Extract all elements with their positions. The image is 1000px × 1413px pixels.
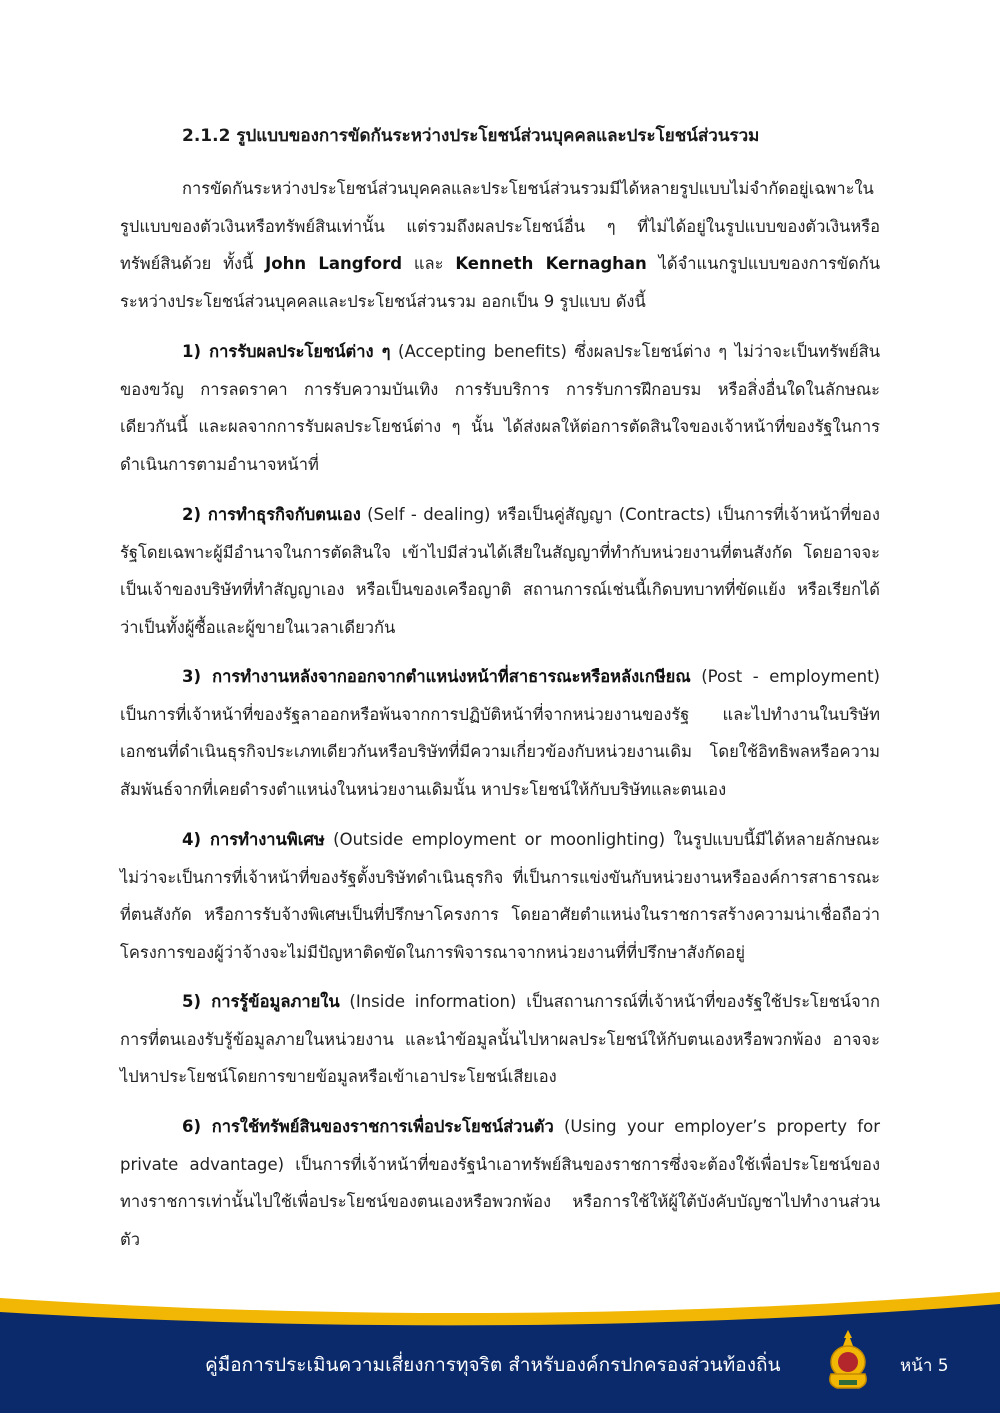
- author-name-2: Kenneth Kernaghan: [455, 254, 647, 273]
- item-body: (Self - dealing) หรือเป็นคู่สัญญา (Contracts) เป็นการที่เจ้าหน้าที่ของรัฐโดยเฉพาะผู้มีอำนาจในการตัดสินใจ เข้าไปมีส่วนได้เสียในสัญญาที่ทำกับหน่วยงานที่ตนสังกัด โดยอาจจะเป็นเจ้าของบริษัทที่ทำสัญญาเอง หรือเป็นของเครือญาติ สถานการณ์เช่นนี้เกิดบทบาทที่ขัดแย้ง หรือเรียกได้ว่าเป็นทั้งผู้ซื้อและผู้ขายในเวลาเดียวกัน: [120, 505, 880, 637]
- item-body: (Accepting benefits) ซึ่งผลประโยชน์ต่าง ๆ ไม่ว่าจะเป็นทรัพย์สินของขวัญ การลดราคา การรับความบันเทิง การรับบริการ การรับการฝึกอบรม หรือสิ่งอื่นใดในลักษณะเดียวกันนี้ และผลจากการรับผลประโยชน์ต่าง ๆ นั้น ได้ส่งผลให้ต่อการตัดสินใจของเจ้าหน้าที่ของรัฐในการดำเนินการตามอำนาจหน้าที่: [120, 342, 880, 474]
- item-body: (Inside information) เป็นสถานการณ์ที่เจ้าหน้าที่ของรัฐใช้ประโยชน์จากการที่ตนเองรับรู้ข้อมูลภายในหน่วยงาน และนำข้อมูลนั้นไปหาผลประโยชน์ให้กับตนเองหรือพวกพ้อง อาจจะไปหาประโยชน์โดยการขายข้อมูลหรือเข้าเอาประโยชน์เสียเอง: [120, 992, 880, 1086]
- intro-text-b: และ: [402, 254, 456, 273]
- list-item: [120, 1108, 880, 1258]
- list-item: [120, 983, 880, 1096]
- item-title: 3) การทำงานหลังจากออกจากตำแหน่งหน้าที่สาธารณะหรือหลังเกษียณ: [182, 667, 691, 686]
- item-body: (Using your employer’s property for private advantage) เป็นการที่เจ้าหน้าที่ของรัฐนำเอาทรัพย์สินของราชการซึ่งจะต้องใช้เพื่อประโยชน์ของทางราชการเท่านั้นไปใช้เพื่อประโยชน์ของตนเองหรือพวกพ้อง หรือการใช้ให้ผู้ใต้บังคับบัญชาไปทำงานส่วนตัว: [120, 1117, 880, 1249]
- item-body: (Outside employment or moonlighting) ในรูปแบบนี้มีได้หลายลักษณะ ไม่ว่าจะเป็นการที่เจ้าหน้าที่ของรัฐตั้งบริษัทดำเนินธุรกิจ ที่เป็นการแข่งขันกับหน่วยงานหรือองค์การสาธารณะที่ตนสังกัด หรือการรับจ้างพิเศษเป็นที่ปรึกษาโครงการ โดยอาศัยตำแหน่งในราชการสร้างความน่าเชื่อถือว่าโครงการของผู้ว่าจ้างจะไม่มีปัญหาติดขัดในการพิจารณาจากหน่วยงานที่ที่ปรึกษาสังกัดอยู่: [120, 830, 880, 962]
- item-title: 4) การทำงานพิเศษ: [182, 830, 325, 849]
- intro-text-a: การขัดกันระหว่างประโยชน์ส่วนบุคคลและประโยชน์ส่วนรวมมีได้หลายรูปแบบไม่จำกัดอยู่เฉพาะในรูปแบบของตัวเงินหรือทรัพย์สินเท่านั้น แต่รวมถึงผลประโยชน์อื่น ๆ ที่ไม่ได้อยู่ในรูปแบบของตัวเงินหรือทรัพย์สินด้วย ทั้งนี้: [120, 179, 880, 273]
- item-title: 1) การรับผลประโยชน์ต่าง ๆ: [182, 342, 391, 361]
- list-item: [120, 333, 880, 483]
- author-name-1: John Langford: [265, 254, 403, 273]
- emblem-icon: [823, 1328, 873, 1394]
- list-item: [120, 658, 880, 808]
- list-item: [120, 496, 880, 646]
- item-title: 2) การทำธุรกิจกับตนเอง: [182, 505, 361, 524]
- footer-title: คู่มือการประเมินความเสี่ยงการทุจริต สำหรับองค์กรปกครองส่วนท้องถิ่น: [205, 1354, 781, 1376]
- intro-paragraph: [120, 170, 880, 320]
- intro-text-c: ได้จำแนกรูปแบบของการขัดกันระหว่างประโยชน์ส่วนบุคคลและประโยชน์ส่วนรวม ออกเป็น 9 รูปแบบ ดังนี้: [120, 254, 880, 311]
- section-heading: 2.1.2 รูปแบบของการขัดกันระหว่างประโยชน์ส่วนบุคคลและประโยชน์ส่วนรวม: [182, 126, 760, 146]
- item-body: (Post - employment) เป็นการที่เจ้าหน้าที่ของรัฐลาออกหรือพ้นจากการปฏิบัติหน้าที่จากหน่วยงานของรัฐ และไปทำงานในบริษัทเอกชนที่ดำเนินธุรกิจประเภทเดียวกันหรือบริษัทที่มีความเกี่ยวข้องกับหน่วยงานเดิม โดยใช้อิทธิพลหรือความสัมพันธ์จากที่เคยดำรงตำแหน่งในหน่วยงานเดิมนั้น หาประโยชน์ให้กับบริษัทและตนเอง: [120, 667, 880, 799]
- page-number: หน้า 5: [900, 1356, 949, 1376]
- item-title: 6) การใช้ทรัพย์สินของราชการเพื่อประโยชน์ส่วนตัว: [182, 1117, 554, 1136]
- list-item: [120, 821, 880, 971]
- item-title: 5) การรู้ข้อมูลภายใน: [182, 992, 340, 1011]
